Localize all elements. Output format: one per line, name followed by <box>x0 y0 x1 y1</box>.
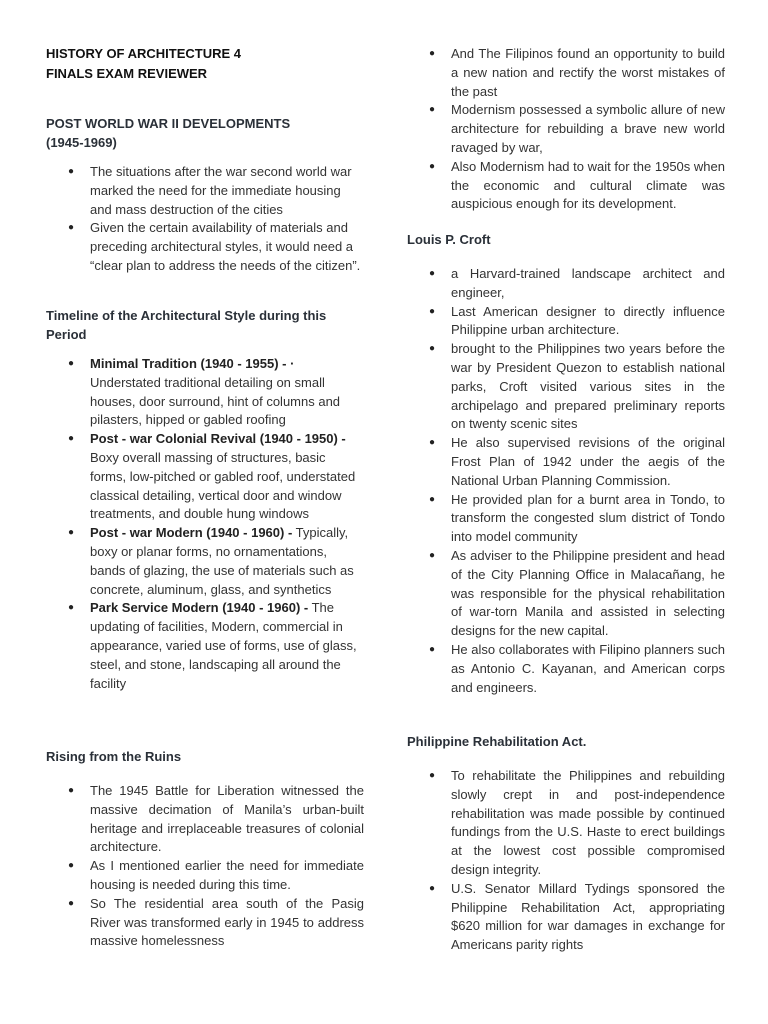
list-item: ● He also supervised revisions of the original Frost Plan of 1942 under the aegis of the National Urban Planning Commission. <box>407 434 725 490</box>
timeline-item <box>46 524 364 599</box>
list-item: ● He provided plan for a burnt area in Tondo, to transform the congested slum district of Tondo into model community <box>407 491 725 547</box>
document-subtitle: FINALS EXAM REVIEWER <box>46 66 208 81</box>
timeline-item-description: Typically, boxy or planar forms, no ornamentations, bands of glazing, the use of materials such as concrete, aluminum, glass, and synthetics <box>90 525 354 597</box>
croft-list <box>407 265 725 697</box>
list-item: ● U.S. Senator Millard Tydings sponsored the Philippine Rehabilitation Act, appropriating $620 million for war damages in exchange for Americans parity rights <box>407 880 725 955</box>
timeline-item-description: The updating of facilities, Modern, commercial in appearance, varied use of forms, use of glass, steel, and stone, landscaping all around the facility <box>90 600 357 691</box>
document-title: HISTORY OF ARCHITECTURE 4 <box>46 46 242 61</box>
modernism-list <box>407 45 725 214</box>
timeline-item-style: Post - war Modern (1940 - 1960) - <box>90 525 293 541</box>
list-item: ● brought to the Philippines two years before the war by President Quezon to establish national parks, Croft visited various sites in the archipelago and prepared preliminary reports on twenty scenic sites <box>407 340 725 434</box>
list-item: ● He also collaborates with Filipino planners such as Antonio C. Kayanan, and American corps and engineers. <box>407 641 725 697</box>
rehabilitation-list <box>407 767 725 955</box>
list-item: ● a Harvard-trained landscape architect and engineer, <box>407 265 725 303</box>
section-heading-timeline: Timeline of the Architectural Style during this Period <box>46 308 327 342</box>
timeline-item <box>46 430 364 524</box>
section-heading-post-ww2: POST WORLD WAR II DEVELOPMENTS (1945-1969) <box>46 116 291 150</box>
list-item: ● And The Filipinos found an opportunity to build a new nation and rectify the worst mistakes of the past <box>407 45 725 101</box>
ruins-list <box>46 782 364 951</box>
list-item: ● As I mentioned earlier the need for immediate housing is needed during this time. <box>46 857 364 895</box>
list-item: ● The situations after the war second world war marked the need for the immediate housing and mass destruction of the cities <box>46 163 364 219</box>
list-item: ● So The residential area south of the Pasig River was transformed early in 1945 to address massive homelessness <box>46 895 364 951</box>
list-item: ● As adviser to the Philippine president and head of the City Planning Office in Malacañang, he was responsible for the physical rehabilitation of war-torn Manila and assisted in selecting designs for the new capital. <box>407 547 725 641</box>
section-heading-rehabilitation-act: Philippine Rehabilitation Act. <box>407 734 587 749</box>
timeline-item <box>46 599 364 693</box>
timeline-item <box>46 355 364 430</box>
timeline-item-style: Post - war Colonial Revival (1940 - 1950) - <box>90 431 346 447</box>
list-item: ● Last American designer to directly influence Philippine urban architecture. <box>407 303 725 341</box>
list-item: ● Modernism possessed a symbolic allure of new architecture for rebuilding a brave new world ravaged by war, <box>407 101 725 157</box>
timeline-item-style: Park Service Modern (1940 - 1960) - <box>90 600 309 616</box>
list-item: ● Given the certain availability of materials and preceding architectural styles, it would need a “clear plan to address the needs of the citizen”. <box>46 219 364 275</box>
list-item: ● Also Modernism had to wait for the 1950s when the economic and cultural climate was auspicious enough for its development. <box>407 158 725 214</box>
timeline-item-description: Understated traditional detailing on small houses, door surround, hint of columns and pilasters, hipped or gabled roofing <box>90 374 341 428</box>
list-item: ● To rehabilitate the Philippines and rebuilding slowly crept in and post-independence rehabilitation was made possible by continued fundings from the U.S. Haste to erect buildings at the lowest cost possible compromised design integrity. <box>407 767 725 880</box>
post-ww2-list <box>46 163 364 276</box>
list-item: ● The 1945 Battle for Liberation witnessed the massive decimation of Manila’s urban-built heritage and irreplaceable treasures of colonial architecture. <box>46 782 364 857</box>
timeline-item-description: Boxy overall massing of structures, basic forms, low-pitched or gabled roof, understated classical detailing, vertical door and window treatments, and double hung windows <box>90 449 356 522</box>
timeline-item-style: Minimal Tradition (1940 - 1955) - · <box>90 356 295 371</box>
section-heading-rising-from-ruins: Rising from the Ruins <box>46 749 182 764</box>
section-heading-louis-croft: Louis P. Croft <box>407 232 491 247</box>
timeline-list <box>46 355 364 693</box>
